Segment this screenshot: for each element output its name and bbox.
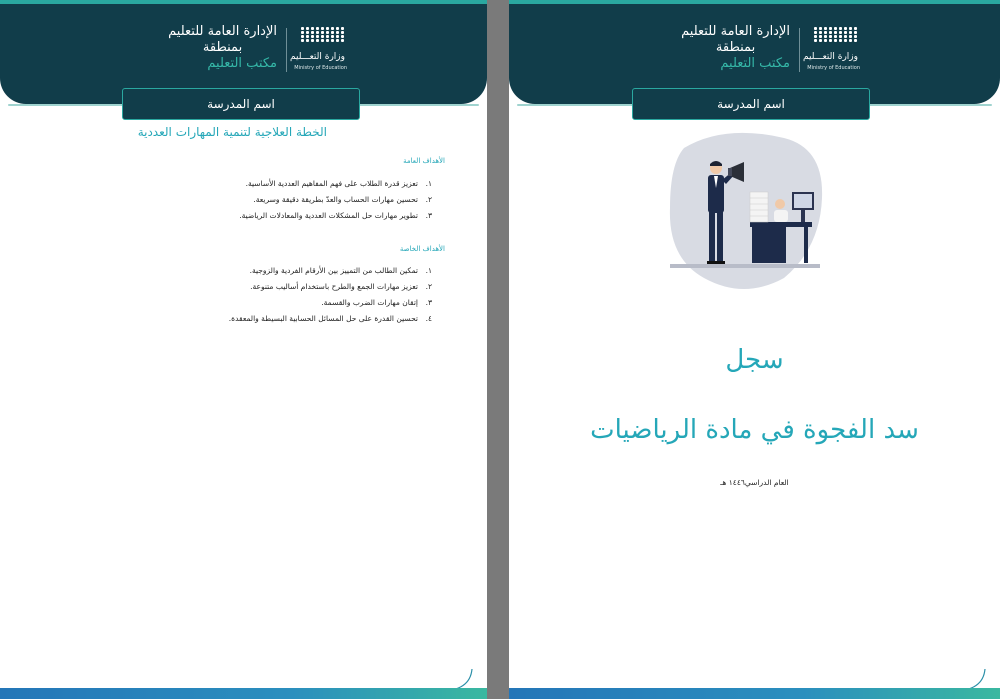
record-title: سجل [725, 345, 784, 375]
logo-arabic-text: وزارة التعـــليم [802, 52, 858, 62]
general-goals-list [239, 176, 432, 224]
specific-goals-list [229, 263, 432, 327]
list-item: ٢.تعزيز مهارات الجمع والطرح باستخدام أساليب متنوعة. [250, 282, 432, 291]
plan-title: الخطة العلاجية لتنمية المهارات العددية [137, 125, 327, 139]
org-line-2: بمنطقة [202, 40, 243, 55]
specific-goals-heading: الأهداف الخاصة [399, 245, 445, 253]
school-name-tab: اسم المدرسة [632, 88, 870, 120]
org-line-2: بمنطقة [715, 40, 756, 55]
list-item: ٤.تحسين القدرة على حل المسائل الحسابية البسيطة والمعقدة. [228, 314, 432, 323]
page-right [509, 0, 1000, 699]
page-left [0, 0, 487, 699]
footer-bar [509, 688, 1000, 699]
footer-bar [0, 688, 487, 699]
org-name [681, 24, 790, 72]
list-item: ٣.تطوير مهارات حل المشكلات العددية والمعادلات الرياضية. [239, 211, 432, 220]
org-name [168, 24, 277, 72]
org-line-3: مكتب التعليم [720, 56, 790, 71]
logo-english-text: Ministry of Education [294, 65, 347, 71]
org-line-3: مكتب التعليم [207, 56, 277, 71]
logo-english-text: Ministry of Education [807, 65, 860, 71]
list-item: ٣.إتقان مهارات الضرب والقسمة. [321, 298, 432, 307]
list-item: ١.تعزيز قدرة الطلاب على فهم المفاهيم العددية الأساسية. [245, 179, 432, 188]
list-item: ٢.تحسين مهارات الحساب والعدّ بطريقة دقيقة وسريعة. [253, 195, 432, 204]
ministry-logo-icon [800, 27, 862, 75]
school-name-tab: اسم المدرسة [122, 88, 360, 120]
logo-arabic-text: وزارة التعـــليم [289, 52, 345, 62]
org-line-1: الإدارة العامة للتعليم [168, 24, 277, 39]
teacher-illustration [664, 128, 824, 290]
general-goals-heading: الأهداف العامة [403, 157, 445, 165]
academic-year: العام الدراسي١٤٤٦ هـ [720, 478, 789, 487]
ministry-logo-icon [287, 27, 349, 75]
list-item: ١.تمكين الطالب من التمييز بين الأرقام الفردية والزوجية. [249, 266, 432, 275]
org-line-1: الإدارة العامة للتعليم [681, 24, 790, 39]
record-subtitle: سد الفجوة في مادة الرياضيات [590, 415, 919, 445]
